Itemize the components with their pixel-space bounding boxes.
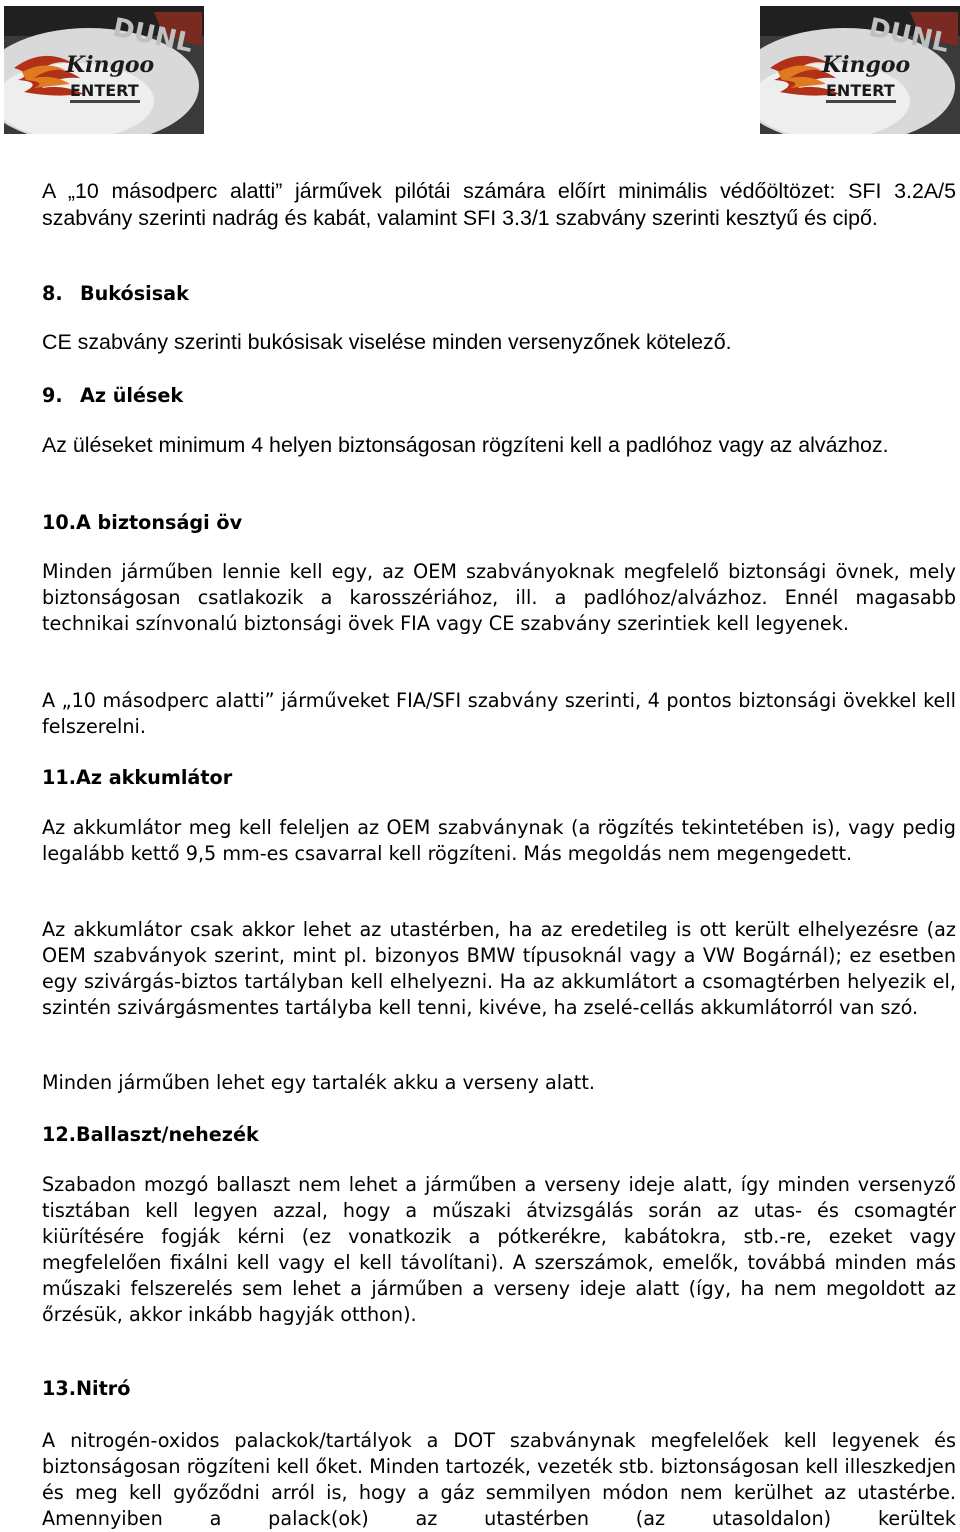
heading-title: Az akkumlátor bbox=[76, 766, 233, 789]
logo-image bbox=[760, 6, 960, 134]
heading-13 bbox=[42, 1376, 956, 1402]
paragraph-10a: Minden járműben lennie kell egy, az OEM szabványoknak megfelelő biztonsági övnek, mely biztonságosan csatlakozik a karosszériához, ill. a padlóhoz/alvázhoz. Ennél magasabb technikai színvonalú biztonsági övek FIA vagy CE szabvány szerintiek kell legyenek. bbox=[42, 560, 956, 635]
heading-9 bbox=[42, 383, 956, 409]
heading-11 bbox=[42, 765, 956, 791]
heading-title: A biztonsági öv bbox=[76, 511, 243, 534]
heading-title: Ballaszt/nehezék bbox=[76, 1123, 259, 1146]
paragraph-11a: Az akkumlátor meg kell feleljen az OEM szabványnak (a rögzítés tekintetében is), vagy pedig legalább kettő 9,5 mm-es csavarral kell rögzíteni. Más megoldás nem megengedett. bbox=[42, 816, 956, 865]
heading-title: Az ülések bbox=[80, 384, 184, 407]
heading-number: 9. bbox=[42, 384, 63, 407]
paragraph-9: Az üléseket minimum 4 helyen biztonságosan rögzíteni kell a padlóhoz vagy az alvázhoz. bbox=[42, 433, 889, 457]
heading-title: Bukósisak bbox=[80, 282, 189, 305]
paragraph-8: CE szabvány szerinti bukósisak viselése minden versenyzőnek kötelező. bbox=[42, 330, 732, 354]
heading-number: 13. bbox=[42, 1377, 76, 1400]
heading-number: 8. bbox=[42, 282, 63, 305]
heading-10 bbox=[42, 510, 956, 536]
heading-number: 10. bbox=[42, 511, 76, 534]
paragraph-10b: A „10 másodperc alatti” járműveket FIA/SFI szabvány szerinti, 4 pontos biztonsági övekkel kell felszerelni. bbox=[42, 689, 956, 738]
heading-title: Nitró bbox=[76, 1377, 131, 1400]
paragraph-13: A nitrogén-oxidos palackok/tartályok a DOT szabványnak megfelelőek kell legyenek és biztonságosan rögzíteni kell őket. Minden tartozék, vezeték stb. biztonságosan kell illeszkedjen és meg kell győződni arról is, hogy a gáz semmilyen módon nem kerülhet az utastérbe. Amennyiben a palack(ok) az utastérben (az utasoldalon) kerültek bbox=[42, 1429, 956, 1530]
paragraph-11c: Minden járműben lehet egy tartalék akku a verseny alatt. bbox=[42, 1071, 595, 1094]
paragraph-gear: A „10 másodperc alatti” járművek pilótái számára előírt minimális védőöltözet: SFI 3.2A/5 szabvány szerinti nadrág és kabát, valamint SFI 3.3/1 szabvány szerinti kesztyű és cipő. bbox=[42, 179, 956, 230]
paragraph-11b: Az akkumlátor csak akkor lehet az utastérben, ha az eredetileg is ott került elhelyezésre (az OEM szabványok szerint, mint pl. bizonyos BMW típusoknál vagy a VW Bogárnál); ez esetben egy szivárgás-biztos tartályban kell elhelyezni. Ha az akkumlátort a csomagtérben helyezik el, szintén szivárgásmentes tartályba kell tenni, kivéve, ha zselé-cellás akkumlátorról van szó. bbox=[42, 918, 956, 1019]
logo-text-top: DUNL bbox=[865, 12, 952, 59]
logo-text-sub: ENTERT bbox=[826, 81, 895, 100]
header-logo-right bbox=[760, 6, 960, 134]
logo-text-main: Kingoo bbox=[66, 52, 155, 78]
header-logo-left bbox=[4, 6, 204, 134]
logo-text-top: DUNL bbox=[109, 12, 196, 59]
logo-text-main: Kingoo bbox=[822, 52, 911, 78]
heading-12 bbox=[42, 1122, 956, 1148]
paragraph-12: Szabadon mozgó ballaszt nem lehet a járműben a verseny ideje alatt, így minden versenyző tisztában kell legyen azzal, hogy a műszaki átvizsgálás során az utas- és csomagtér kiürítésére fogják kérni (ez vonatkozik a pótkerékre, kabátokra, stb.-re, ezeket vagy megfelelően fixálni kell vagy el kell távolítani). A szerszámok, emelők, továbbá minden más műszaki felszerelés sem lehet a járműben a verseny ideje alatt (így, ha nem megoldott az őrzésük, akkor inkább hagyják otthon). bbox=[42, 1173, 956, 1326]
logo-text-sub: ENTERT bbox=[70, 81, 139, 100]
logo-image bbox=[4, 6, 204, 134]
heading-number: 11. bbox=[42, 766, 76, 789]
heading-number: 12. bbox=[42, 1123, 76, 1146]
heading-8 bbox=[42, 281, 956, 307]
